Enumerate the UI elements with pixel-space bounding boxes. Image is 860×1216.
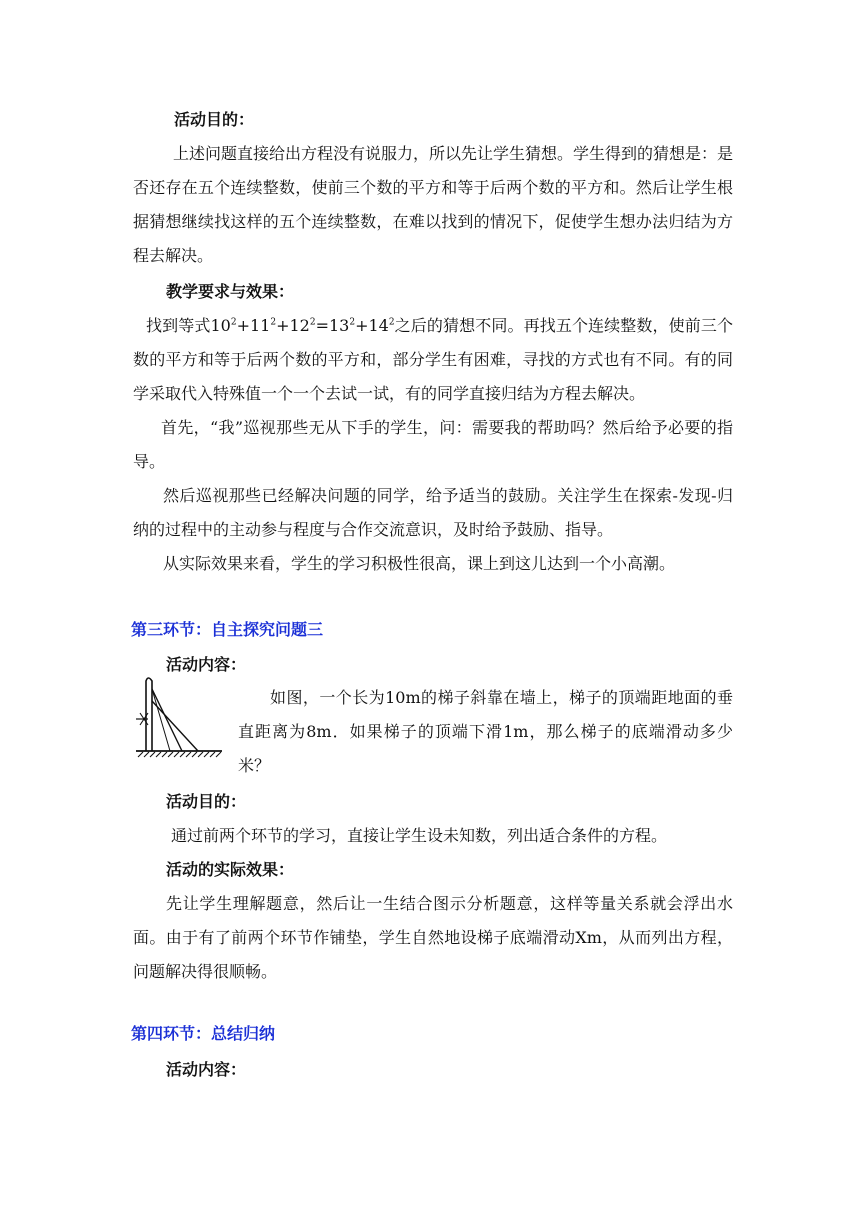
- first-step-paragraph: 首先，“我”巡视那些无从下手的学生，问：需要我的帮助吗？然后给予必要的指导。: [133, 418, 733, 471]
- actual-effect-paragraph: 先让学生理解题意，然后让一生结合图示分析题意，这样等量关系就会浮出水面。由于有了前两个环节作铺垫，学生自然地设梯子底端滑动Xm，从而列出方程，问题解决得很顺畅。: [133, 894, 733, 981]
- requirements-paragraph: 找到等式$10^2+11^2+12^2=13^2+14^2$之后的猜想不同。再找五个连续整数，使前三个数的平方和等于后两个数的平方和，部分学生有困难，寻找的方式也有不同。有的同学采取代入特殊值一个一个去试一试，有的同学直接归结为方程去解决。: [133, 316, 733, 403]
- teaching-requirements-label: 教学要求与效果：: [166, 282, 295, 301]
- activity-content-label-4: 活动内容：: [166, 1060, 247, 1079]
- effect-paragraph: 从实际效果来看，学生的学习积极性很高，课上到这儿达到一个小高潮。: [163, 554, 676, 573]
- activity-content-label: 活动内容：: [166, 655, 247, 674]
- ladder-problem-text: 如图，一个长为10m的梯子斜靠在墙上，梯子的顶端距地面的垂直距离为8m．如果梯子的顶端下滑1m，那么梯子的底端滑动多少米？: [238, 688, 733, 775]
- activity-purpose-label: 活动目的：: [174, 110, 255, 129]
- ladder-diagram-svg: [134, 675, 224, 761]
- purpose-paragraph-3: 通过前两个环节的学习，直接让学生设未知数，列出适合条件的方程。: [171, 826, 668, 845]
- purpose-paragraph: 上述问题直接给出方程没有说服力，所以先让学生猜想。学生得到的猜想是：是否还存在五个连续整数，使前三个数的平方和等于后两个数的平方和。然后让学生根据猜想继续找这样的五个连续整数，在难以找到的情况下，促使学生想办法归结为方程去解决。: [133, 144, 734, 265]
- section-four-heading: 第四环节：总结归纳: [131, 1024, 276, 1043]
- activity-purpose-label-3: 活动目的：: [166, 792, 247, 811]
- equation: $10^2+11^2+12^2=13^2+14^2$: [210, 316, 395, 335]
- then-step-paragraph: 然后巡视那些已经解决问题的同学，给予适当的鼓励。关注学生在探索-发现-归纳的过程中的主动参与程度与合作交流意识，及时给予鼓励、指导。: [133, 486, 733, 539]
- actual-effect-label: 活动的实际效果：: [166, 860, 295, 879]
- section-three-heading: 第三环节：自主探究问题三: [131, 620, 324, 639]
- ladder-figure: [134, 675, 224, 761]
